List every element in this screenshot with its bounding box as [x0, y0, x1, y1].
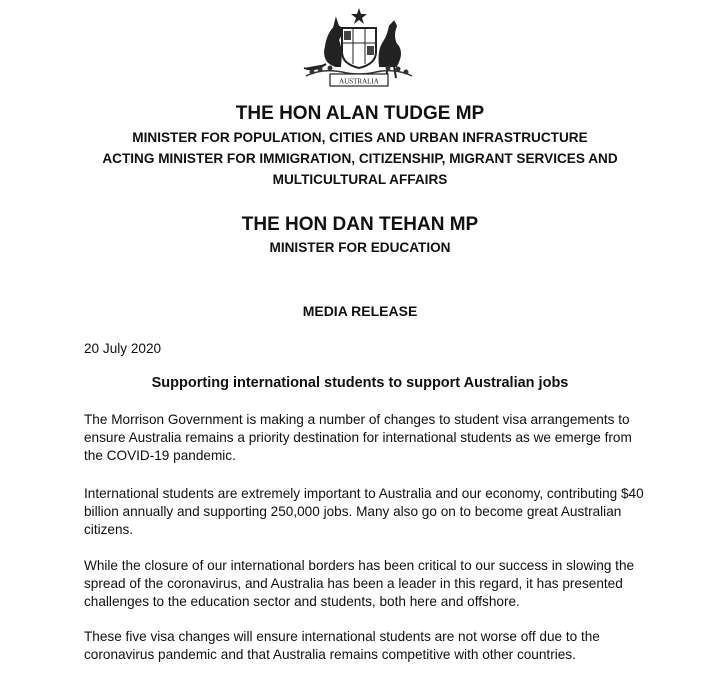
coat-of-arms-emblem [292, 6, 426, 92]
release-type: MEDIA RELEASE [302, 303, 418, 319]
paragraph-3: While the closure of our international borders has been critical to our success in slowing the spread of the coronavirus, and Australia has been a leader in this regard, it has presented challenges to the education sector and students, both here and offshore. [84, 558, 635, 609]
kangaroo-icon [304, 20, 342, 69]
headline: Supporting international students to support Australian jobs [151, 375, 569, 391]
star-icon [351, 8, 367, 24]
paragraph-1: The Morrison Government is making a number of changes to student visa arrangements to ensure Australia remains a priority destination for international students as we emerge from the COVID-19 pandemic. [84, 412, 632, 463]
minister1-role-line3: MULTICULTURAL AFFAIRS [272, 172, 448, 187]
minister2-name: THE HON DAN TEHAN MP [241, 214, 479, 235]
minister1-name: THE HON ALAN TUDGE MP [235, 103, 485, 124]
minister1-role-line2: ACTING MINISTER FOR IMMIGRATION, CITIZENSHIP, MIGRANT SERVICES AND [102, 151, 618, 166]
release-date: 20 July 2020 [84, 341, 162, 356]
minister1-role-line1: MINISTER FOR POPULATION, CITIES AND URBAN INFRASTRUCTURE [132, 130, 588, 145]
paragraph-4: These five visa changes will ensure international students are not worse off due to the coronavirus pandemic and that Australia remains competitive with other countries. [84, 629, 600, 662]
ribbon-text: AUSTRALIA [339, 77, 379, 86]
paragraph-2: International students are extremely important to Australia and our economy, contributing $40 billion annually and supporting 250,000 jobs. Many also go on to become great Australian citizens. [84, 486, 644, 537]
minister2-role: MINISTER FOR EDUCATION [269, 240, 451, 255]
